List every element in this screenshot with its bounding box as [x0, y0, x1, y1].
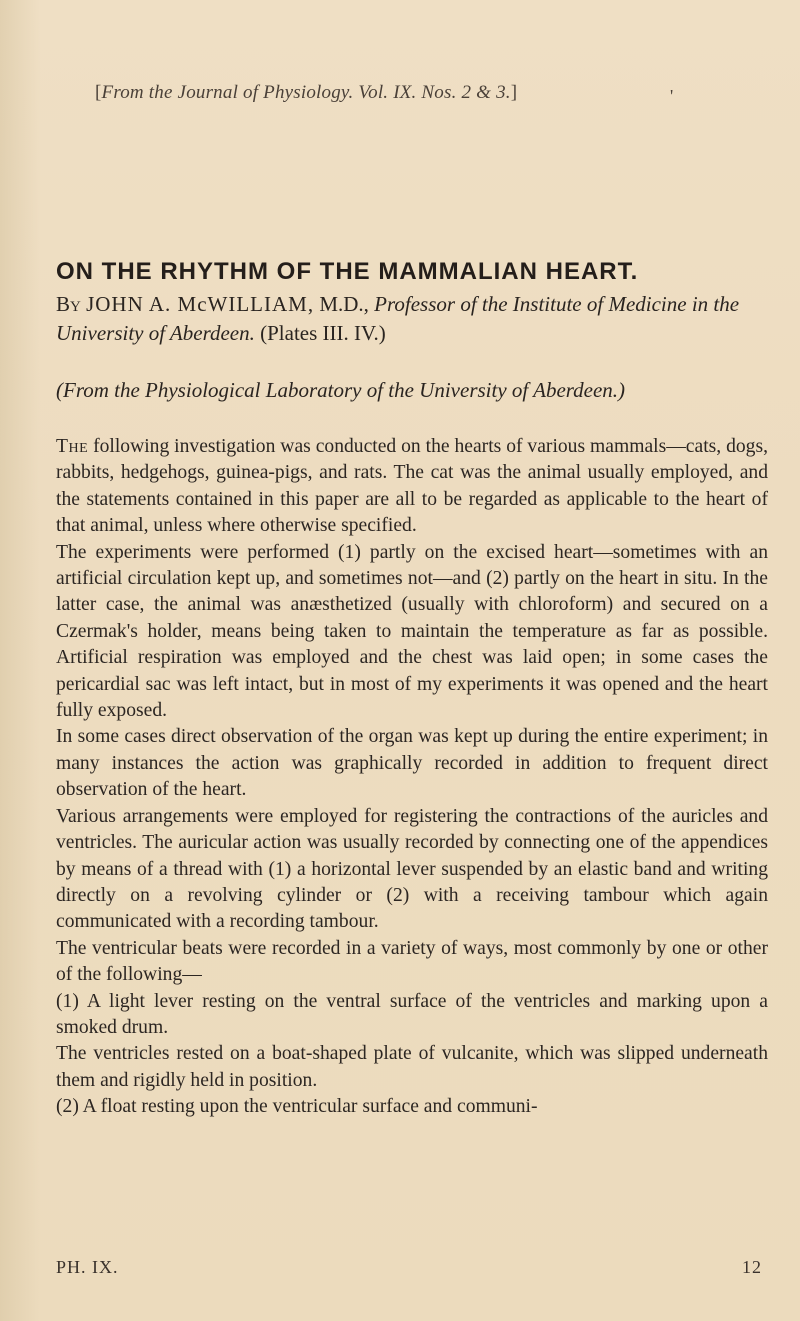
author-affiliation: Professor of the Institute of Medicine in the University of Aberdeen.	[56, 292, 740, 345]
paragraph-1-text: following investigation was conducted on the hearts of various mammals—cats, dogs, rabbits, hedgehogs, guinea-pigs, and rats. The cat was the animal usually employed, and the statements contained in this paper are all to be regarded as applicable to the heart of that animal, unless where otherwise specified.	[56, 436, 768, 537]
byline	[56, 290, 768, 348]
author-degree: M.D.,	[319, 292, 369, 316]
source-close-bracket: ]	[510, 82, 518, 103]
source-text: From the Journal of Physiology. Vol. IX. Nos. 2 & 3.	[101, 82, 511, 103]
journal-source-line	[95, 82, 517, 104]
source-open-bracket: [	[95, 82, 102, 103]
page-number: 12	[742, 1257, 762, 1277]
plates-reference: (Plates III. IV.)	[260, 321, 386, 345]
paragraph-1	[56, 434, 768, 540]
article-body	[56, 434, 768, 1121]
paragraph-2: The experiments were performed (1) partly on the excised heart—sometimes with an artificial circulation kept up, and sometimes not—and (2) partly on the heart in situ. In the latter case, the animal was anæsthetized (usually with chloroform) and secured on a Czermak's holder, means being taken to maintain the temperature as far as possible. Artificial respiration was employed and the chest was laid open; in some cases the pericardial sac was left intact, but in most of my experiments it was opened and the heart fully exposed.	[56, 541, 768, 722]
by-word: By	[56, 292, 81, 316]
article-title: ON THE RHYTHM OF THE MAMMALIAN HEART.	[56, 258, 639, 285]
paragraph-6: (1) A light lever resting on the ventral surface of the ventricles and marking upon a smoked drum.	[56, 990, 768, 1038]
paragraph-3: In some cases direct observation of the organ was kept up during the entire experiment; in many instances the action was graphically recorded in addition to frequent direct observation of the heart.	[56, 726, 768, 801]
laboratory-line: (From the Physiological Laboratory of the University of Aberdeen.)	[56, 378, 626, 402]
author-name: JOHN A. McWILLIAM,	[86, 292, 315, 316]
first-word: The	[56, 436, 89, 457]
paragraph-8: (2) A float resting upon the ventricular surface and communi-	[56, 1096, 538, 1118]
page-mark: '	[670, 86, 674, 106]
paragraph-5: The ventricular beats were recorded in a variety of ways, most commonly by one or other of the following—	[56, 937, 768, 986]
paragraph-4: Various arrangements were employed for registering the contractions of the auricles and ventricles. The auricular action was usually recorded by connecting one of the appendices by means of a thread with (1) a horizontal lever suspended by an elastic band and writing directly on a revolving cylinder or (2) with a receiving tambour which again communicated with a recording tambour.	[56, 805, 768, 933]
journal-signature: PH. IX.	[56, 1257, 119, 1277]
paragraph-7: The ventricles rested on a boat-shaped plate of vulcanite, which was slipped underneath them and rigidly held in position.	[56, 1043, 768, 1091]
